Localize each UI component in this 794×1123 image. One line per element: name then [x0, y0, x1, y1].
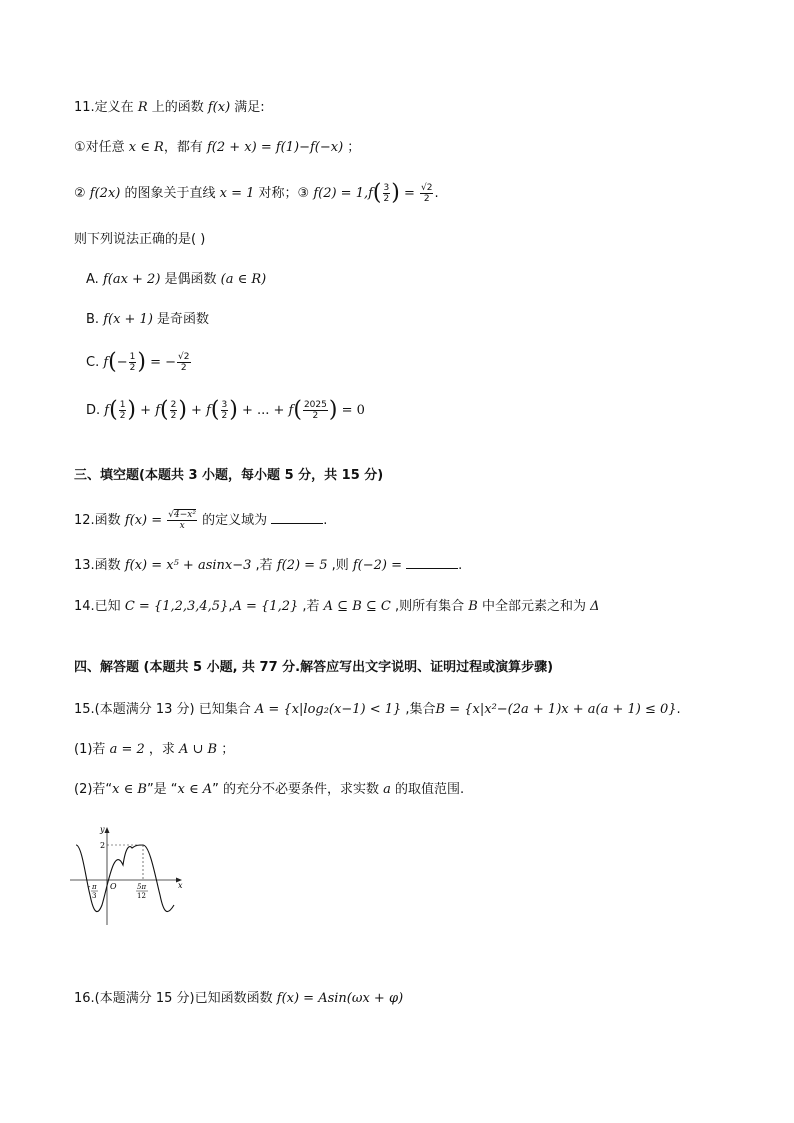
- math: f(x + 1): [103, 312, 153, 327]
- circled-2: ②: [74, 186, 86, 201]
- math: x ∈ A: [177, 782, 213, 797]
- x-label: x: [178, 881, 183, 890]
- math: a = 2: [109, 742, 145, 757]
- text: ,: [228, 599, 233, 614]
- text: ，求: [144, 742, 180, 757]
- math: −: [116, 355, 128, 370]
- q11-option-b: [86, 310, 209, 330]
- text: ,若: [298, 599, 324, 614]
- text: ”是 “: [146, 782, 178, 797]
- math: =: [399, 186, 420, 201]
- math: f(ax + 2): [102, 272, 161, 287]
- text: ,若: [251, 558, 277, 573]
- math: = −: [145, 355, 177, 370]
- fraction: $\frac{3}{2}$: [221, 400, 228, 421]
- y-tick-2: 2: [100, 841, 106, 850]
- text: 的图象关于直线: [120, 186, 220, 201]
- x-tick-left-num: π: [92, 883, 97, 891]
- q11-option-a: [86, 270, 266, 290]
- math: a: [383, 782, 391, 797]
- math: f(2) = 5: [276, 558, 328, 573]
- x-tick-right-den: 12: [137, 892, 146, 900]
- q11-option-c: C. f(− $\frac{1}{2}$ ) = − $\frac{√2}{2}$: [86, 349, 190, 375]
- option-label: A.: [86, 272, 103, 287]
- q15-stem: [74, 700, 681, 720]
- text: 中全部元素之和为: [477, 599, 591, 614]
- q11-option-d: D. f( $\frac{1}{2}$ ) + f( $\frac{2}{2}$ ) + f( $\frac{3}{2}$ ) + ... + f( $\frac{2025}{2}$ ) = 0: [86, 397, 365, 423]
- x-tick-right-num: 5π: [137, 883, 147, 891]
- text: 满足:: [230, 100, 265, 115]
- math: x = 1: [219, 186, 255, 201]
- q11-ask: [74, 230, 205, 250]
- math: f: [206, 403, 211, 418]
- text: ,则所有集合: [390, 599, 469, 614]
- q11-condition-1: [74, 138, 360, 158]
- q12: [74, 510, 327, 531]
- y-axis-arrow: [105, 827, 110, 833]
- math: f: [288, 403, 294, 418]
- answer-blank: [271, 511, 323, 524]
- math: +: [186, 403, 207, 418]
- math: Δ: [590, 599, 600, 614]
- math: ∈: [136, 140, 155, 155]
- text: (2)若“: [74, 782, 113, 797]
- fraction: $\frac{1}{2}$: [129, 352, 136, 373]
- text: 16.(本题满分 15 分)已知函数函数: [74, 991, 277, 1006]
- q11-condition-2-3: ② f(2x) 的图象关于直线 x = 1 对称；③ f(2) = 1,f( $\frac{3}{2}$ ) = $\frac{√2}{2}$ .: [74, 180, 439, 206]
- math: A ∪ B: [179, 742, 218, 757]
- q15-part-2: [74, 780, 464, 800]
- text: ” 的充分不必要条件，求实数: [212, 782, 384, 797]
- math: f(2) = 1,: [309, 186, 369, 201]
- circled-1: ①: [74, 140, 86, 155]
- math: f: [104, 403, 110, 418]
- text: 的定义域为: [197, 513, 272, 528]
- text: 11.定义在: [74, 100, 138, 115]
- math-fx: f(x): [207, 100, 231, 115]
- math: B = {x|x²−(2a + 1)x + a(a + 1) ≤ 0}: [435, 702, 677, 717]
- text: 是偶函数: [160, 272, 221, 287]
- math: C = {1,2,3,4,5}: [124, 599, 229, 614]
- q16: [74, 989, 403, 1009]
- math: f: [155, 403, 160, 418]
- text: .: [458, 558, 463, 573]
- math: f(x) = Asin(ωx + φ): [276, 991, 404, 1006]
- math: f: [103, 355, 109, 370]
- math: f(2x): [85, 186, 121, 201]
- section-4-heading: 四、解答题 (本题共 5 小题, 共 77 分.解答应写出文字说明、证明过程或演算步骤): [74, 660, 554, 675]
- math: R: [154, 140, 164, 155]
- math: A ⊆ B ⊆ C: [323, 599, 391, 614]
- math: (a ∈ R): [220, 272, 267, 287]
- math: A = {x|log₂(x−1) < 1}: [254, 702, 402, 717]
- circled-3: ③: [297, 186, 310, 201]
- text: 对任意: [85, 140, 129, 155]
- text: ,集合: [401, 702, 436, 717]
- text: 13.函数: [74, 558, 125, 573]
- math: = 0: [337, 403, 365, 418]
- text: ；: [217, 742, 235, 757]
- fraction: $\frac{3}{2}$: [383, 183, 390, 204]
- equation: f(2 + x) = f(1)−f(−x): [206, 140, 344, 155]
- math-r: R: [137, 100, 148, 115]
- math: f: [368, 186, 373, 201]
- text: 上的函数: [147, 100, 208, 115]
- math: A = {1,2}: [232, 599, 299, 614]
- y-label: y: [100, 825, 105, 834]
- text: 12.函数: [74, 513, 125, 528]
- section-3-heading: 三、填空题(本题共 3 小题，每小题 5 分，共 15 分): [74, 468, 384, 483]
- text: 14.已知: [74, 599, 125, 614]
- answer-blank: [406, 556, 458, 569]
- option-label: B.: [86, 312, 104, 327]
- option-label: D.: [86, 403, 105, 418]
- q14: [74, 597, 599, 617]
- option-label: C.: [86, 355, 104, 370]
- text: 对称；: [254, 186, 298, 201]
- math: +: [136, 403, 156, 418]
- math: + ... +: [237, 403, 289, 418]
- text: (1)若: [74, 742, 110, 757]
- fraction: $\frac{2}{2}$: [170, 400, 177, 421]
- math: f(−2) =: [352, 558, 407, 573]
- math: B: [468, 599, 478, 614]
- q15-part-1: [74, 740, 234, 760]
- text: .: [323, 513, 328, 528]
- fraction: $\frac{√2}{2}$: [421, 183, 433, 204]
- math: x: [128, 140, 137, 155]
- fraction: $\frac{√2}{2}$: [178, 352, 190, 373]
- text: ；: [343, 140, 361, 155]
- fraction: $\frac{1}{2}$: [119, 400, 126, 421]
- text: ,则: [327, 558, 353, 573]
- sine-graph: [70, 820, 190, 930]
- text: ，都有: [163, 140, 207, 155]
- text: 15.(本题满分 13 分) 已知集合: [74, 702, 255, 717]
- fraction: $\frac{2025}{2}$: [303, 400, 327, 421]
- sine-curve: [76, 845, 174, 912]
- x-tick-left-den: 3: [92, 892, 97, 900]
- x-tick-left-sign: -: [88, 883, 91, 891]
- math: f(x) = x⁵ + asinx−3: [124, 558, 252, 573]
- math: f(x) =: [124, 513, 167, 528]
- text: 是奇函数: [152, 312, 210, 327]
- text: .: [434, 186, 439, 201]
- text: 的取值范围.: [390, 782, 465, 797]
- math: x ∈ B: [112, 782, 147, 797]
- q11-stem: [74, 98, 265, 118]
- fraction: $\frac{\text{√4−x²}}{x}$: [168, 510, 196, 531]
- text: .: [676, 702, 681, 717]
- origin-label: O: [110, 882, 117, 891]
- text: 则下列说法正确的是( ): [74, 232, 206, 247]
- q13: [74, 556, 462, 576]
